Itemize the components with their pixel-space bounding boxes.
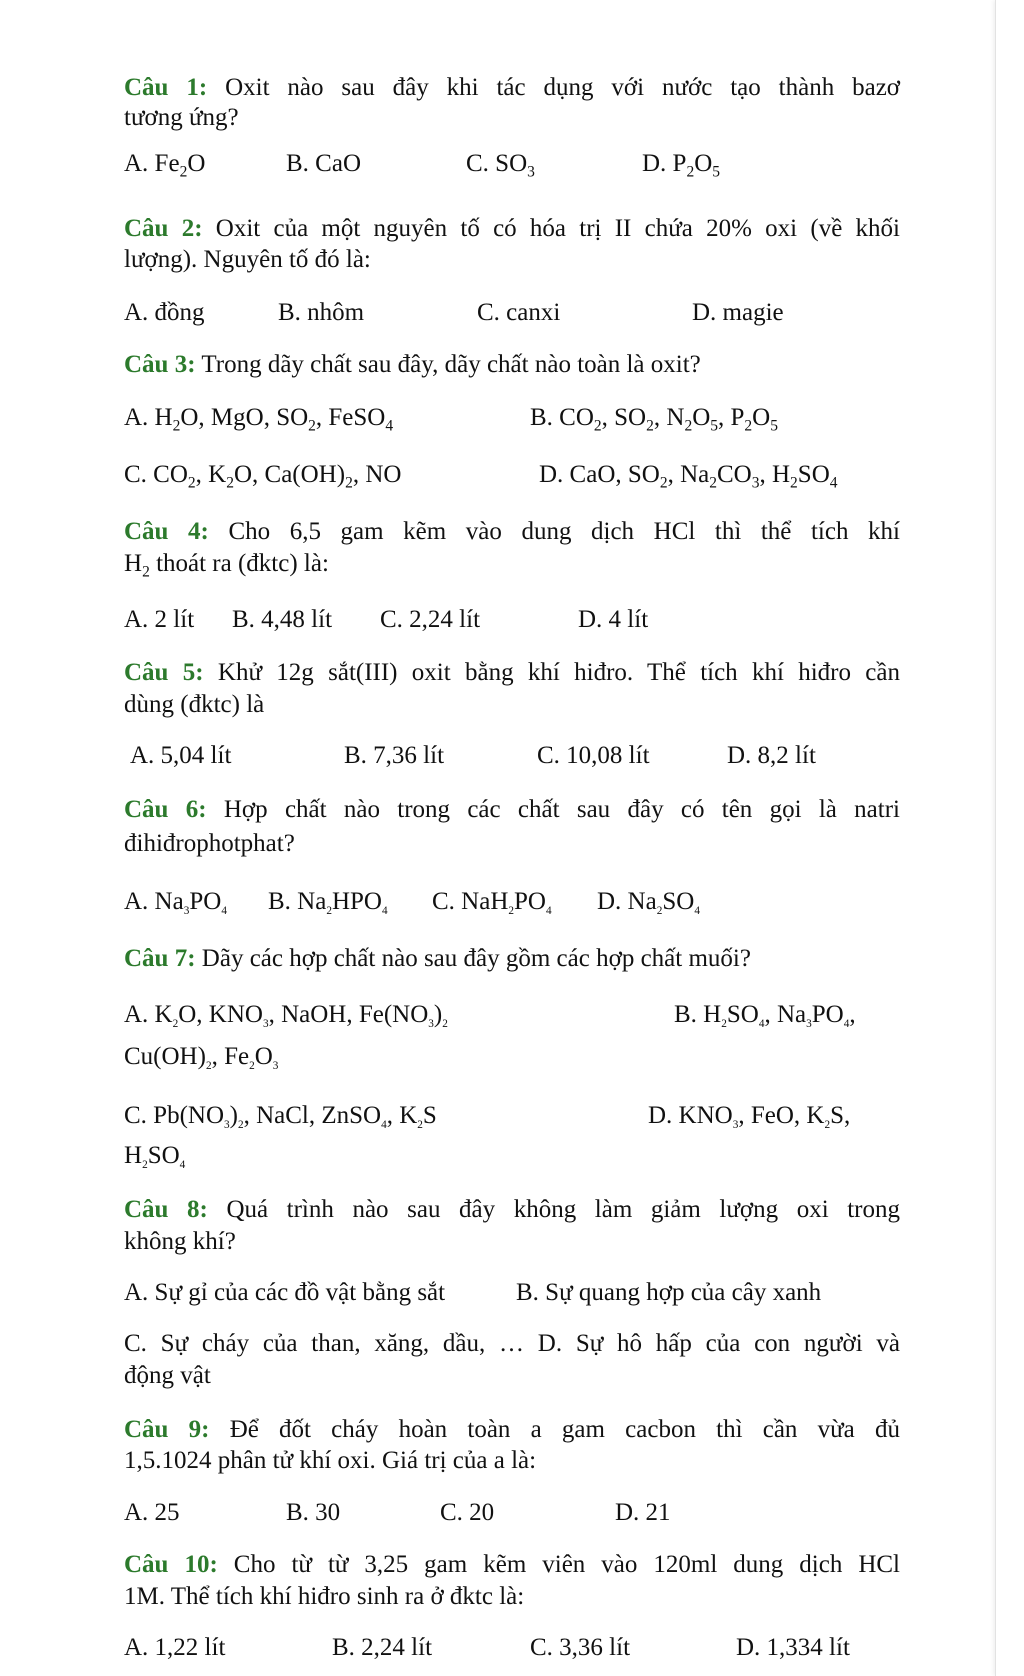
- q1-option-c[interactable]: C. $SO_3$: [466, 150, 535, 181]
- q1-label: Câu 1:: [124, 74, 208, 101]
- q3-line1: [124, 350, 701, 380]
- q1-line2: tương ứng?: [124, 104, 239, 131]
- q7-line1: [124, 944, 751, 974]
- q2-line1: [124, 214, 900, 244]
- q6-line1: [124, 795, 900, 825]
- q10-option-b[interactable]: B. 2,24 lít: [332, 1634, 433, 1661]
- q7-option-b[interactable]: B. $H_2SO_4$, $Na_3PO_4$,: [674, 1001, 856, 1031]
- q5-option-d[interactable]: D. 8,2 lít: [727, 742, 816, 769]
- q3-option-b[interactable]: B. $CO_2$, $SO_2$, $N_2O_5$, $P_2O_5$: [530, 404, 778, 435]
- q9-text1: Để đốt cháy hoàn toàn a gam cacbon thì cần vừa đủ: [229, 1416, 900, 1443]
- q7-option-d[interactable]: D. $KNO_3$, FeO, $K_2S$,: [648, 1102, 851, 1132]
- q8-line2: không khí?: [124, 1228, 236, 1255]
- q5-option-b[interactable]: B. 7,36 lít: [344, 742, 445, 769]
- q6-option-a[interactable]: A. $Na_3PO_4$: [124, 888, 227, 918]
- q8-option-b[interactable]: B. Sự quang hợp của cây xanh: [516, 1279, 822, 1306]
- q4-line2: $H_2$ thoát ra (đktc) là:: [124, 550, 329, 581]
- q9-option-a[interactable]: A. 25: [124, 1499, 180, 1526]
- q5-option-c[interactable]: C. 10,08 lít: [537, 742, 650, 769]
- q3-option-a[interactable]: A. $H_2O$, MgO, $SO_2$, FeSO$_4$: [124, 404, 394, 435]
- q6-option-c[interactable]: C. $NaH_2PO_4$: [432, 888, 552, 918]
- q9-option-b[interactable]: B. 30: [286, 1499, 341, 1526]
- q9-option-d[interactable]: D. 21: [615, 1499, 671, 1526]
- q9-line1: [124, 1415, 900, 1445]
- q8-text1: Quá trình nào sau đây không làm giảm lượng oxi trong: [226, 1196, 900, 1223]
- q7-option-a[interactable]: A. $K_2O$, $KNO_3$, NaOH, $Fe(NO_3)_2$: [124, 1001, 448, 1031]
- q9-option-c[interactable]: C. 20: [440, 1499, 495, 1526]
- q1-option-b[interactable]: B. CaO: [286, 150, 361, 177]
- q10-option-c[interactable]: C. 3,36 lít: [530, 1634, 631, 1661]
- q3-option-d[interactable]: D. CaO, $SO_2$, $Na_2CO_3$, $H_2SO_4$: [539, 461, 838, 492]
- q7-label: Câu 7:: [124, 945, 196, 972]
- q8-option-d-cont: động vật: [124, 1362, 211, 1389]
- q7-option-d-cont: $H_2SO_4$: [124, 1142, 186, 1172]
- q6-text1: Hợp chất nào trong các chất sau đây có tên gọi là natri: [223, 796, 900, 823]
- q1-option-a[interactable]: A. $Fe_2O$: [124, 150, 206, 181]
- q4-option-c[interactable]: C. 2,24 lít: [380, 606, 481, 633]
- q6-option-d[interactable]: D. $Na_2SO_4$: [597, 888, 700, 918]
- q4-option-a[interactable]: A. 2 lít: [124, 606, 195, 633]
- q4-line1: [124, 517, 900, 547]
- q3-option-c[interactable]: C. $CO_2$, $K_2O$, $Ca(OH)_2$, NO: [124, 461, 402, 492]
- page-edge: [995, 0, 1024, 1676]
- q1-text1: Oxit nào sau đây khi tác dụng với nước tạo thành bazơ: [225, 74, 901, 101]
- q2-option-b[interactable]: B. nhôm: [278, 299, 365, 326]
- q3-text1: Trong dãy chất sau đây, dãy chất nào toàn là oxit?: [201, 351, 701, 378]
- q7-option-c[interactable]: C. $Pb(NO_3)_2$, NaCl, ZnSO$_4$, $K_2S$: [124, 1102, 437, 1132]
- q5-option-a[interactable]: A. 5,04 lít: [130, 742, 232, 769]
- q2-text1: Oxit của một nguyên tố có hóa trị II chứa 20% oxi (về khối: [215, 215, 900, 242]
- q2-option-c[interactable]: C. canxi: [477, 299, 561, 326]
- q8-option-a[interactable]: A. Sự gỉ của các đồ vật bằng sắt: [124, 1279, 446, 1306]
- q2-line2: lượng). Nguyên tố đó là:: [124, 246, 371, 273]
- q2-label: Câu 2:: [124, 215, 203, 242]
- q1-option-d[interactable]: D. $P_2O_5$: [642, 150, 721, 181]
- q10-line1: [124, 1550, 900, 1580]
- q6-option-b[interactable]: B. $Na_2HPO_4$: [268, 888, 388, 918]
- q7-text1: Dãy các hợp chất nào sau đây gồm các hợp chất muối?: [201, 945, 751, 972]
- q10-option-d[interactable]: D. 1,334 lít: [736, 1634, 850, 1661]
- q4-text1: Cho 6,5 gam kẽm vào dung dịch HCl thì thể tích khí: [228, 518, 900, 545]
- q7-option-b-cont: $Cu(OH)_2$, $Fe_2O_3$: [124, 1043, 279, 1073]
- q5-line1: [124, 658, 900, 688]
- q1-line1: [124, 73, 900, 103]
- q4-option-b[interactable]: B. 4,48 lít: [232, 606, 333, 633]
- q8-line1: [124, 1195, 900, 1225]
- q6-line2: đihiđrophotphat?: [124, 830, 295, 857]
- q8-label: Câu 8:: [124, 1196, 208, 1223]
- q3-label: Câu 3:: [124, 351, 196, 378]
- q5-label: Câu 5:: [124, 659, 204, 686]
- q9-label: Câu 9:: [124, 1416, 210, 1443]
- q10-text1: Cho từ từ 3,25 gam kẽm viên vào 120ml dung dịch HCl: [233, 1551, 900, 1578]
- q4-label: Câu 4:: [124, 518, 209, 545]
- q10-label: Câu 10:: [124, 1551, 218, 1578]
- q6-label: Câu 6:: [124, 796, 207, 823]
- q2-option-d[interactable]: D. magie: [692, 299, 784, 326]
- q5-line2: dùng (đktc) là: [124, 691, 265, 718]
- q8-options-cd[interactable]: C. Sự cháy của than, xăng, dầu, … D. Sự hô hấp của con người và: [124, 1330, 900, 1357]
- q10-option-a[interactable]: A. 1,22 lít: [124, 1634, 226, 1661]
- q5-text1: Khử 12g sắt(III) oxit bằng khí hiđro. Thể tích khí hiđro cần: [217, 659, 900, 686]
- q9-line2: 1,5.1024 phân tử khí oxi. Giá trị của a là:: [124, 1447, 537, 1474]
- q4-option-d[interactable]: D. 4 lít: [578, 606, 649, 633]
- q10-line2: 1M. Thể tích khí hiđro sinh ra ở đktc là:: [124, 1583, 525, 1610]
- q2-option-a[interactable]: A. đồng: [124, 299, 205, 326]
